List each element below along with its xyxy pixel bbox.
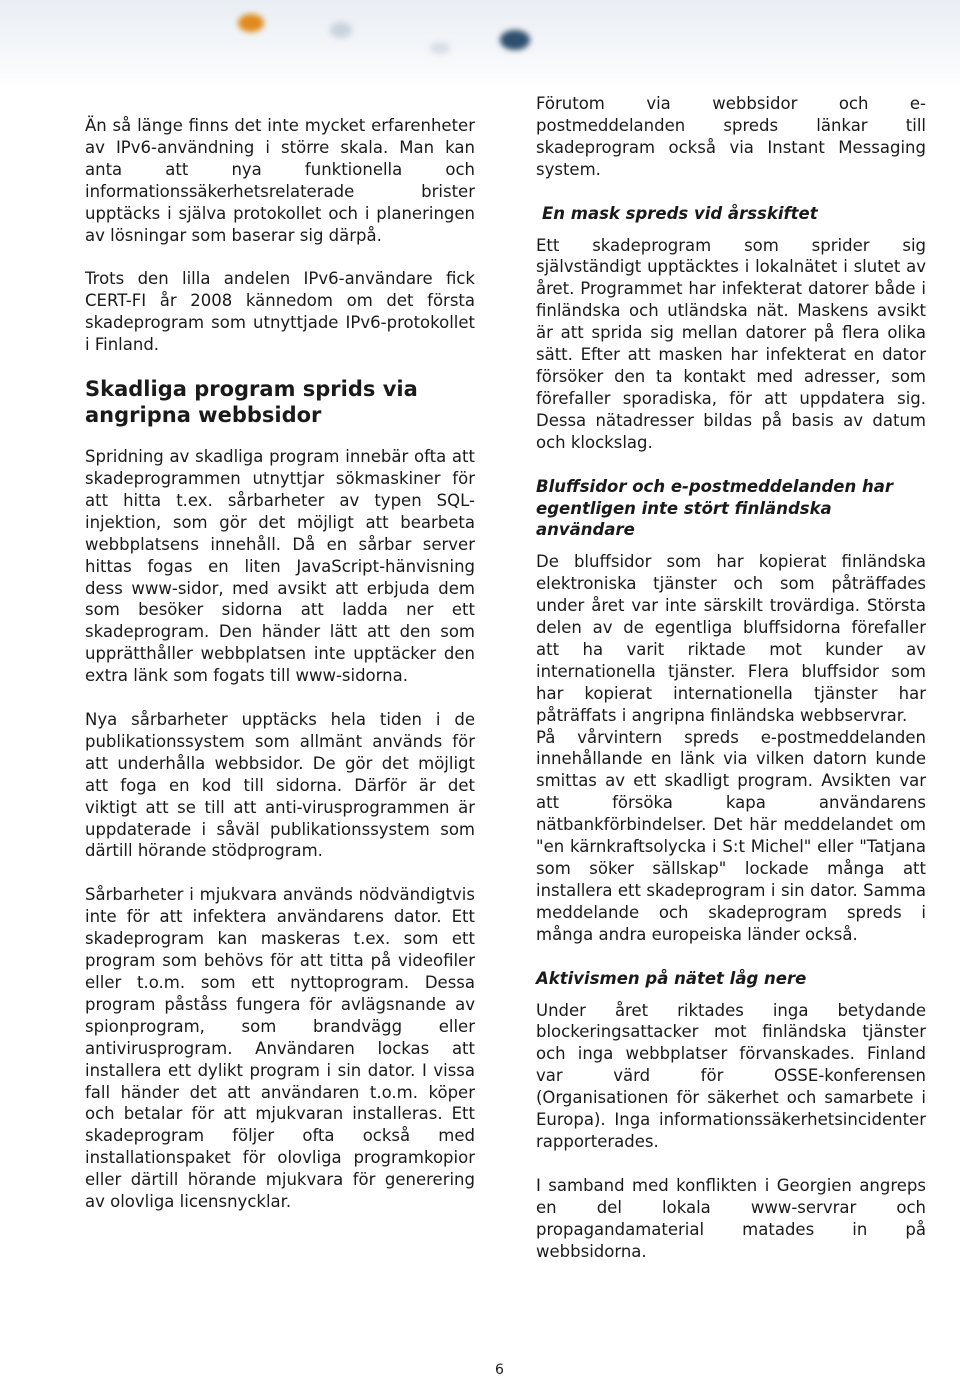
header-banner [0, 0, 960, 90]
paragraph: Sårbarheter i mjukvara används nödvändigtvis inte för att infektera användarens dator. Ett skadeprogram kan maskeras t.ex. som ett program som behövs för att titta på videofiler eller t.o.m. som ett nyttoprogram. Dessa program påståss fungera för avlägsnande av spionprogram, som brandvägg eller antivirusprogram. Användaren lockas att installera ett dylikt program i sin dator. I vissa fall händer det att användaren t.o.m. köper och betalar för att mjukvaran installeras. Ett skadeprogram följer ofta också med installationspaket för olovliga programkopior eller därtill hörande mjukvara för generering av olovliga licensnycklar. [85, 885, 475, 1212]
paragraph: Ett skadeprogram som sprider sig självständigt upptäcktes i lokalnätet i slutet av året. Programmet har infekterat datorer både i finländska och utländska nät. Maskens avsikt är att sprida sig mellan datorer på flera olika sätt. Efter att masken har infekterat en dator försöker den ta kontakt med adresser, som förefaller sporadiska, för att uppdatera sig. Dessa nätadresser bildas på basis av datum och klockslag. [536, 235, 926, 452]
paragraph: Under året riktades inga betydande blockeringsattacker mot finländska tjänster och inga webbplatser förvanskades. Finland var värd för OSSE-konferensen (Organisationen för säkerhet och samarbete i Europa). Inga informationssäkerhetsincidenter rapporterades. [536, 1000, 926, 1151]
right-column [536, 93, 926, 1263]
subheading: En mask spreds vid årsskiftet [542, 203, 818, 223]
subheading: Bluffsidor och e-postmeddelanden har egentligen inte stört finländska användare [536, 476, 893, 540]
banner-decoration [238, 14, 264, 32]
paragraph: De bluffsidor som har kopierat finländska elektroniska tjänster och som påträffades under året var inte särskilt trovärdiga. Största delen av de egentliga bluffsidorna förefaller att ha varit riktade mot kunder av internationella tjänster. Flera bluffsidor som har kopierat internationella tjänster har påträffats i angripna finländska webbservrar. [536, 552, 926, 725]
paragraph: Förutom via webbsidor och e-postmeddelanden spreds länkar till skadeprogram också via Instant Messaging system. [536, 94, 926, 179]
paragraph: Spridning av skadliga program innebär ofta att skadeprogrammen utnyttjar sökmaskiner för att hitta t.ex. sårbarheter av typen SQL-injektion, som gör det möjligt att bearbeta webbplatsens innehåll. Då en sårbar server hittas fogas en liten JavaScript-hänvisning dess www-sidor, med avsikt att erbjuda dem som besöker sidorna att ladda ner ett skadeprogram. Den händer lätt att den som upprätthåller webbplatsen inte upptäcker den extra länk som fogats till www-sidorna. [85, 447, 475, 686]
paragraph: I samband med konflikten i Georgien angreps en del lokala www-servrar och propagandamaterial matades in på webbsidorna. [536, 1175, 926, 1261]
left-column [85, 93, 475, 1213]
banner-decoration [430, 42, 450, 54]
banner-decoration [330, 22, 352, 38]
banner-decoration [500, 30, 530, 50]
subheading: Aktivismen på nätet låg nere [536, 968, 807, 988]
section-heading: Skadliga program sprids via angripna webbsidor [85, 377, 418, 428]
paragraph: Än så länge finns det inte mycket erfarenheter av IPv6-användning i större skala. Man kan anta att nya funktionella och informationssäkerhetsrelaterade brister upptäcks i själva protokollet och i planeringen av lösningar som baserar sig därpå. [85, 116, 475, 245]
paragraph: På vårvintern spreds e-postmeddelanden innehållande en länk via vilken datorn kunde smittas av ett skadligt program. Avsikten var att försöka kapa användarens nätbankförbindelser. Det här meddelandet om "en kärnkraftsolycka i S:t Michel" eller "Tatjana som söker sällskap" lockade många att installera ett skadeprogram i sin dator. Samma meddelande och skadeprogram spreds i många andra europeiska länder också. [536, 727, 926, 944]
paragraph: Trots den lilla andelen IPv6-användare fick CERT-FI år 2008 kännedom om det första skadeprogram som utnyttjade IPv6-protokollet i Finland. [85, 269, 475, 355]
page-number: 6 [495, 1362, 504, 1378]
paragraph: Nya sårbarheter upptäcks hela tiden i de publikationssystem som allmänt används för att underhålla webbsidor. De gör det möjligt att foga en kod till sidorna. Därför är det viktigt att se till att anti-virusprogrammen är uppdaterade i såväl publikationssystem som därtill hörande stödprogram. [85, 710, 475, 861]
